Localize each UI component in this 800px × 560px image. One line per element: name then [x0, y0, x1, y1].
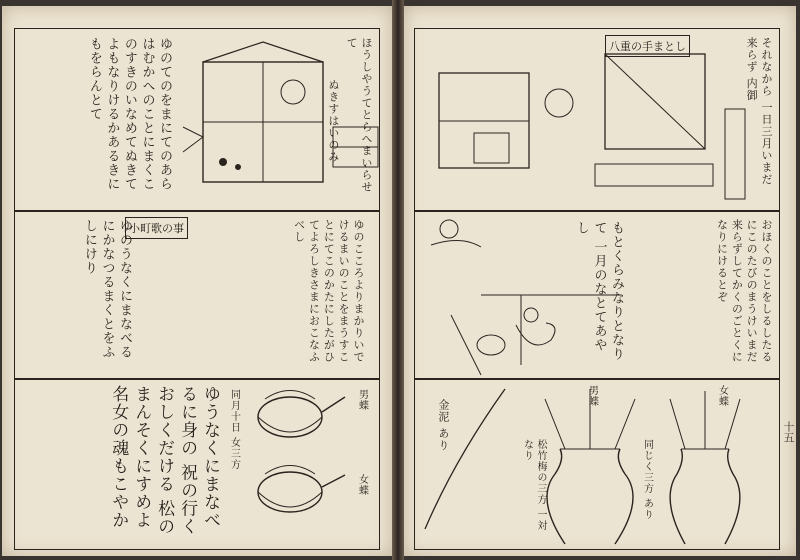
tray-diagram — [429, 43, 589, 193]
section-title: 小町歌の事 — [125, 217, 188, 239]
top-right-text: それなから 一日三月いまだ来らず 内御 — [745, 37, 773, 186]
female-vase-label: 女蝶 — [716, 385, 728, 407]
kettle-bottom-label: 女蝶 — [356, 474, 368, 496]
male-vase-label: 男蝶 — [586, 385, 598, 407]
left-top-text: ゆのてのをまにてのあらはむかへのことにまくこのすきのいなめてぬきてよもなりけるかあるきにもをらんとて — [86, 37, 172, 191]
right-middle-panel — [414, 210, 780, 380]
scene-poem: もとくらみなりとなりて 一月のなとてあやし — [573, 221, 624, 361]
middle-right-text: おほくのことをしるしたるにこのたびのまうけいまだ来らずしてかくのごとくになりにけるとぞ — [715, 219, 773, 363]
kettle-notes: 同月十日 女三方 — [228, 389, 240, 471]
female-vase-note: 同じく三方 あり — [641, 439, 653, 521]
right-top-panel — [414, 28, 780, 212]
diagram-caption: ぬきすはいのみ — [326, 79, 340, 163]
middle-right-text: ゆのこころよりまかりいでけるまいのことをまうすことにてこのかたにしたがひてよろしきさまにおこなふべし — [292, 219, 365, 363]
kettle-illustration — [245, 387, 355, 537]
book-gutter — [392, 0, 404, 560]
left-bottom-panel — [14, 378, 380, 550]
male-vase-note: 松竹梅の三方 一対なり — [521, 439, 546, 532]
box-outline — [595, 49, 715, 209]
main-poem: ゆうなくにまなべるに身の 祝の行くおしくだける 松のまんそくにすめよ 名女の魂もこやか — [108, 385, 220, 536]
top-right-text: ほうしやうてとらへまいらせて — [345, 37, 373, 193]
block-title: 八重の手まとし — [605, 35, 690, 57]
left-middle-panel — [14, 210, 380, 380]
left-vase-caption: 金泥 あり — [436, 399, 450, 452]
side-page-marker: 十五 — [782, 421, 795, 443]
right-page — [404, 6, 796, 556]
left-top-panel — [14, 28, 380, 212]
right-bottom-panel — [414, 378, 780, 550]
middle-left-text: ゆのうなくにまなべるにかなつるまくとをふしにけり — [81, 219, 132, 359]
kettle-top-label: 男蝶 — [356, 389, 368, 411]
left-page — [2, 6, 392, 556]
